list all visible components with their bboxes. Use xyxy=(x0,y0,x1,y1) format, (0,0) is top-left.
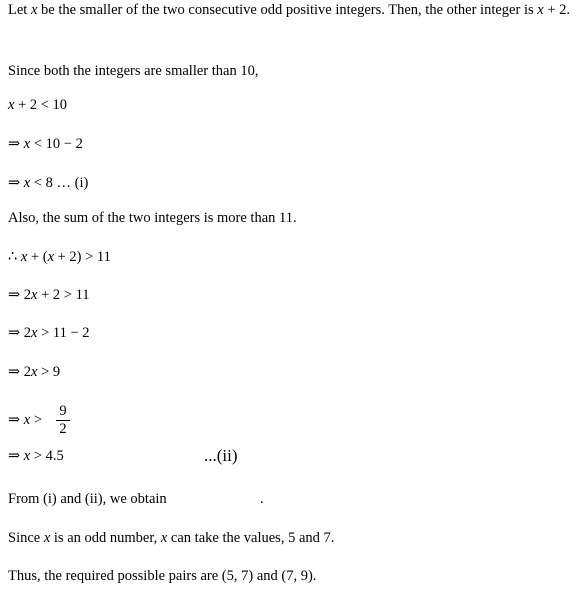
variable-x: x xyxy=(23,136,31,152)
odd-number-statement xyxy=(8,530,572,547)
implies-symbol: ⇒ xyxy=(8,136,24,152)
variable-x: x xyxy=(8,97,15,113)
implies-symbol: ⇒ xyxy=(8,175,24,191)
text: + ( xyxy=(27,249,48,265)
text: + 2. xyxy=(543,2,570,18)
implies-symbol: ⇒ xyxy=(8,448,24,464)
text: ⇒ 2 xyxy=(8,364,32,380)
text: ⇒ 2 xyxy=(8,287,32,303)
equation-tag-ii: ...(ii) xyxy=(204,446,238,465)
text: > 9 xyxy=(37,364,61,380)
text: can take the values, 5 and 7. xyxy=(167,530,335,546)
text: > 4.5 xyxy=(30,448,64,464)
variable-x: x xyxy=(20,249,28,265)
text: + 2 < 10 xyxy=(14,97,68,113)
inequality-step-2 xyxy=(8,136,572,153)
inequality-step-5 xyxy=(8,287,572,304)
variable-x: x xyxy=(31,325,38,341)
trailing-period: . xyxy=(260,491,264,507)
from-i-and-ii-statement xyxy=(8,491,572,508)
variable-x: x xyxy=(23,175,31,191)
conclusion-statement: Thus, the required possible pairs are (5, 7) and (7, 9). xyxy=(8,568,317,584)
variable-x: x xyxy=(31,364,38,380)
text: Since xyxy=(8,530,44,546)
fraction-nine-halves xyxy=(56,404,70,437)
text: > 11 − 2 xyxy=(37,325,90,341)
text: be the smaller of the two consecutive odd positive integers. Then, the other integer is xyxy=(37,2,538,18)
inequality-step-1 xyxy=(8,97,572,114)
text: < 8 … (i) xyxy=(30,175,89,191)
inequality-step-6 xyxy=(8,325,572,342)
inequality-step-9 xyxy=(8,448,572,465)
text: ⇒ 2 xyxy=(8,325,32,341)
fraction-denominator: 2 xyxy=(59,421,67,437)
fraction-numerator: 9 xyxy=(56,404,70,421)
variable-x: x xyxy=(47,249,54,265)
text: From (i) and (ii), we obtain xyxy=(8,491,167,507)
variable-x: x xyxy=(23,412,31,428)
variable-x: x xyxy=(31,287,38,303)
inequality-step-3 xyxy=(8,175,572,192)
therefore-symbol: ∴ xyxy=(8,249,21,265)
text: < 10 − 2 xyxy=(30,136,83,152)
variable-x: x xyxy=(160,530,168,546)
implies-symbol: ⇒ xyxy=(8,412,24,428)
variable-x: x xyxy=(30,2,38,18)
smaller-than-10-statement: Since both the integers are smaller than 10, xyxy=(8,63,259,79)
text: > xyxy=(30,412,43,428)
text: + 2) > 11 xyxy=(54,249,111,265)
inequality-step-7 xyxy=(8,364,572,381)
intro-paragraph xyxy=(8,2,572,19)
sum-statement: Also, the sum of the two integers is more than 11. xyxy=(8,210,297,226)
text: + 2 > 11 xyxy=(37,287,90,303)
variable-x: x xyxy=(43,530,51,546)
text: is an odd number, xyxy=(50,530,161,546)
variable-x: x xyxy=(23,448,31,464)
inequality-step-8 xyxy=(8,412,572,429)
variable-x: x xyxy=(537,2,544,18)
inequality-step-4 xyxy=(8,249,572,266)
text: Let xyxy=(8,2,31,18)
